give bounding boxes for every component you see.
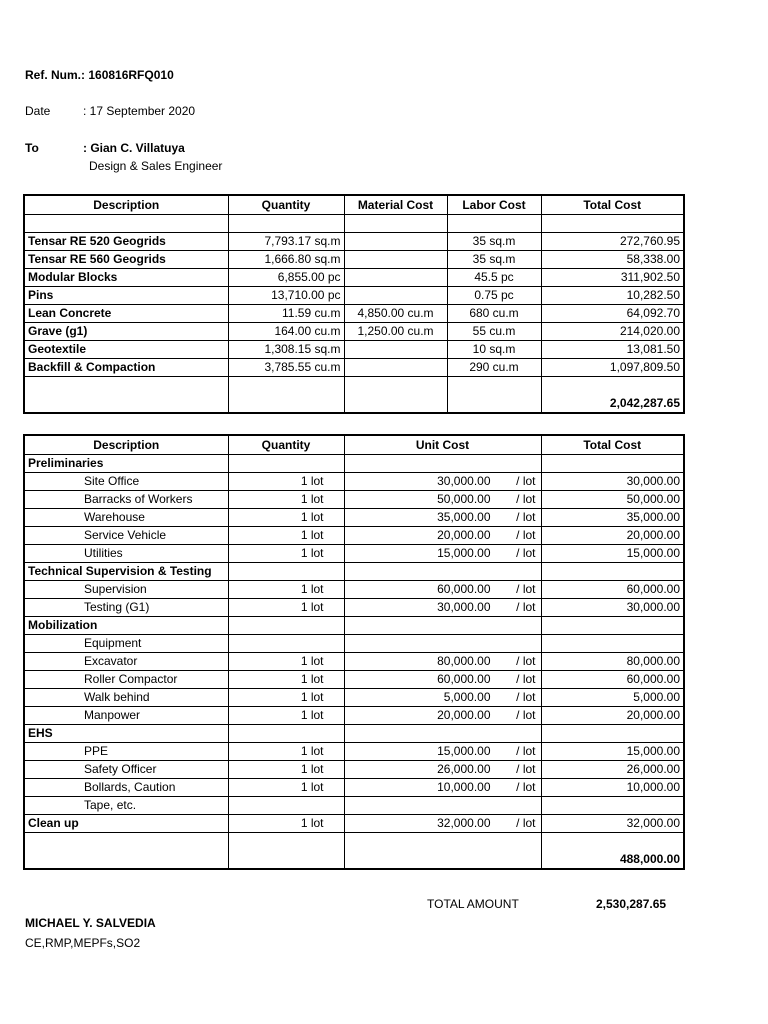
item-unit-cost: 20,000.00 (437, 528, 491, 542)
item-unit: / lot (516, 546, 536, 560)
item-quantity: 1 lot (228, 707, 344, 725)
item-unit: / lot (516, 528, 536, 542)
line-item-row (24, 653, 684, 671)
item-total-cost (541, 635, 684, 653)
materials-table (23, 194, 685, 414)
date-value: : 17 September 2020 (83, 104, 196, 118)
item-unit-cost-cell (344, 491, 541, 509)
item-unit: / lot (516, 744, 536, 758)
item-quantity: 7,793.17 sq.m (228, 233, 344, 251)
item-description: Tensar RE 520 Geogrids (24, 233, 228, 251)
line-item-row (24, 707, 684, 725)
item-description: Geotextile (24, 341, 228, 359)
item-quantity: 1 lot (228, 581, 344, 599)
item-description: Barracks of Workers (24, 491, 228, 509)
item-unit-cost: 26,000.00 (437, 762, 491, 776)
item-unit-cost-cell (344, 473, 541, 491)
item-unit: / lot (516, 654, 536, 668)
item-quantity: 1,308.15 sq.m (228, 341, 344, 359)
item-unit-cost: 60,000.00 (437, 582, 491, 596)
item-total-cost: 60,000.00 (541, 581, 684, 599)
materials-row (24, 233, 684, 251)
line-item-row (24, 743, 684, 761)
line-item-row (24, 635, 684, 653)
item-unit-cost-cell (344, 527, 541, 545)
header-material-cost: Material Cost (344, 195, 447, 215)
item-quantity: 164.00 cu.m (228, 323, 344, 341)
item-material-cost (344, 341, 447, 359)
total-amount-label: TOTAL AMOUNT (427, 897, 519, 911)
item-unit: / lot (516, 708, 536, 722)
item-total-cost: 15,000.00 (541, 743, 684, 761)
item-quantity: 1,666.80 sq.m (228, 251, 344, 269)
line-item-row (24, 797, 684, 815)
item-unit-cost: 15,000.00 (437, 744, 491, 758)
item-unit-cost: 5,000.00 (443, 690, 491, 704)
materials-row (24, 341, 684, 359)
to-position: Design & Sales Engineer (89, 159, 223, 173)
item-unit-cost-cell (344, 707, 541, 725)
total-amount-value: 2,530,287.65 (596, 897, 667, 911)
category-row (24, 815, 684, 833)
item-unit-cost-cell (344, 455, 541, 473)
line-item-row (24, 689, 684, 707)
item-unit-cost-cell (344, 581, 541, 599)
item-quantity: 1 lot (228, 653, 344, 671)
line-item-row (24, 761, 684, 779)
item-quantity: 1 lot (228, 671, 344, 689)
item-unit: / lot (516, 492, 536, 506)
item-quantity: 1 lot (228, 527, 344, 545)
category-label: Technical Supervision & Testing (24, 563, 228, 581)
item-unit-cost: 60,000.00 (437, 672, 491, 686)
item-description: Safety Officer (24, 761, 228, 779)
materials-subtotal: 2,042,287.65 (541, 377, 684, 414)
item-labor-cost: 290 cu.m (447, 359, 541, 377)
item-unit-cost: 32,000.00 (437, 816, 491, 830)
item-total-cost: 58,338.00 (541, 251, 684, 269)
materials-row (24, 305, 684, 323)
item-description: Service Vehicle (24, 527, 228, 545)
item-unit: / lot (516, 762, 536, 776)
line-item-row (24, 473, 684, 491)
item-unit-cost: 30,000.00 (437, 474, 491, 488)
category-row (24, 455, 684, 473)
item-labor-cost: 35 sq.m (447, 251, 541, 269)
item-description: Supervision (24, 581, 228, 599)
item-unit-cost-cell (344, 617, 541, 635)
ref-value: 160816RFQ010 (88, 68, 174, 82)
item-description: Tape, etc. (24, 797, 228, 815)
item-quantity (228, 635, 344, 653)
item-unit-cost-cell (344, 599, 541, 617)
item-description: Warehouse (24, 509, 228, 527)
category-label: Clean up (24, 815, 228, 833)
item-quantity: 11.59 cu.m (228, 305, 344, 323)
item-labor-cost: 45.5 pc (447, 269, 541, 287)
item-material-cost: 4,850.00 cu.m (344, 305, 447, 323)
to-line (25, 141, 223, 173)
item-total-cost (541, 563, 684, 581)
item-description: Roller Compactor (24, 671, 228, 689)
item-total-cost: 64,092.70 (541, 305, 684, 323)
item-unit-cost-cell (344, 725, 541, 743)
item-material-cost (344, 269, 447, 287)
item-unit-cost-cell (344, 779, 541, 797)
item-quantity (228, 455, 344, 473)
item-labor-cost: 680 cu.m (447, 305, 541, 323)
header-quantity: Quantity (228, 435, 344, 455)
materials-row (24, 269, 684, 287)
line-item-row (24, 581, 684, 599)
general-subtotal-row (24, 833, 684, 870)
item-total-cost: 214,020.00 (541, 323, 684, 341)
item-unit-cost: 50,000.00 (437, 492, 491, 506)
item-description: Lean Concrete (24, 305, 228, 323)
item-unit-cost-cell (344, 761, 541, 779)
item-description: Bollards, Caution (24, 779, 228, 797)
item-total-cost: 80,000.00 (541, 653, 684, 671)
item-material-cost (344, 233, 447, 251)
date-line (25, 104, 195, 118)
category-label: EHS (24, 725, 228, 743)
item-unit: / lot (516, 690, 536, 704)
item-quantity: 6,855.00 pc (228, 269, 344, 287)
materials-row (24, 323, 684, 341)
item-total-cost: 311,902.50 (541, 269, 684, 287)
item-quantity: 1 lot (228, 815, 344, 833)
item-quantity: 1 lot (228, 779, 344, 797)
item-total-cost: 26,000.00 (541, 761, 684, 779)
item-total-cost: 10,282.50 (541, 287, 684, 305)
category-row (24, 617, 684, 635)
signatory-name: MICHAEL Y. SALVEDIA (25, 916, 156, 930)
ref-label: Ref. Num.: (25, 68, 85, 82)
item-unit-cost: 15,000.00 (437, 546, 491, 560)
item-unit-cost: 80,000.00 (437, 654, 491, 668)
item-quantity: 13,710.00 pc (228, 287, 344, 305)
item-total-cost: 13,081.50 (541, 341, 684, 359)
item-description: Grave (g1) (24, 323, 228, 341)
item-description: Site Office (24, 473, 228, 491)
item-unit-cost-cell (344, 563, 541, 581)
item-material-cost (344, 251, 447, 269)
item-unit-cost-cell (344, 545, 541, 563)
item-labor-cost: 35 sq.m (447, 233, 541, 251)
item-description: Excavator (24, 653, 228, 671)
item-total-cost: 30,000.00 (541, 473, 684, 491)
to-label: To (25, 141, 39, 155)
item-unit: / lot (516, 582, 536, 596)
item-unit: / lot (516, 780, 536, 794)
item-unit: / lot (516, 510, 536, 524)
header-labor-cost: Labor Cost (447, 195, 541, 215)
item-description: Tensar RE 560 Geogrids (24, 251, 228, 269)
signatory-credentials: CE,RMP,MEPFs,SO2 (25, 936, 141, 950)
item-description: Utilities (24, 545, 228, 563)
item-quantity: 1 lot (228, 509, 344, 527)
item-unit: / lot (516, 816, 536, 830)
general-header-row (24, 435, 684, 455)
item-quantity: 1 lot (228, 473, 344, 491)
header-description: Description (24, 435, 228, 455)
item-total-cost: 35,000.00 (541, 509, 684, 527)
item-description: Modular Blocks (24, 269, 228, 287)
item-material-cost (344, 359, 447, 377)
item-quantity (228, 725, 344, 743)
item-description: Backfill & Compaction (24, 359, 228, 377)
item-description: Pins (24, 287, 228, 305)
item-labor-cost: 10 sq.m (447, 341, 541, 359)
header-total-cost: Total Cost (541, 195, 684, 215)
materials-row (24, 287, 684, 305)
item-total-cost (541, 797, 684, 815)
item-unit-cost-cell (344, 815, 541, 833)
line-item-row (24, 599, 684, 617)
line-item-row (24, 671, 684, 689)
item-total-cost: 20,000.00 (541, 707, 684, 725)
item-total-cost: 50,000.00 (541, 491, 684, 509)
item-unit-cost-cell (344, 653, 541, 671)
item-unit-cost-cell (344, 671, 541, 689)
item-quantity: 1 lot (228, 743, 344, 761)
item-description: Manpower (24, 707, 228, 725)
item-unit-cost: 35,000.00 (437, 510, 491, 524)
header-quantity: Quantity (228, 195, 344, 215)
category-label: Mobilization (24, 617, 228, 635)
item-total-cost: 5,000.00 (541, 689, 684, 707)
item-total-cost: 1,097,809.50 (541, 359, 684, 377)
item-quantity: 1 lot (228, 545, 344, 563)
item-quantity: 1 lot (228, 491, 344, 509)
category-label: Preliminaries (24, 455, 228, 473)
item-material-cost (344, 287, 447, 305)
item-quantity: 1 lot (228, 689, 344, 707)
item-material-cost: 1,250.00 cu.m (344, 323, 447, 341)
item-total-cost (541, 725, 684, 743)
line-item-row (24, 491, 684, 509)
item-description: Equipment (24, 635, 228, 653)
item-labor-cost: 55 cu.m (447, 323, 541, 341)
item-total-cost: 272,760.95 (541, 233, 684, 251)
general-requirements-table (23, 434, 685, 870)
item-quantity (228, 797, 344, 815)
item-labor-cost: 0.75 pc (447, 287, 541, 305)
item-description: PPE (24, 743, 228, 761)
to-value: : Gian C. Villatuya (83, 141, 185, 155)
item-quantity: 1 lot (228, 761, 344, 779)
item-total-cost: 20,000.00 (541, 527, 684, 545)
item-quantity: 1 lot (228, 599, 344, 617)
item-total-cost (541, 617, 684, 635)
item-unit-cost-cell (344, 797, 541, 815)
header-unit-cost: Unit Cost (344, 435, 541, 455)
item-unit-cost: 30,000.00 (437, 600, 491, 614)
item-unit: / lot (516, 672, 536, 686)
item-unit-cost-cell (344, 635, 541, 653)
item-quantity (228, 563, 344, 581)
item-quantity: 3,785.55 cu.m (228, 359, 344, 377)
item-total-cost (541, 455, 684, 473)
item-unit-cost: 10,000.00 (437, 780, 491, 794)
item-unit-cost-cell (344, 509, 541, 527)
materials-header-row (24, 195, 684, 215)
line-item-row (24, 509, 684, 527)
blank-row (24, 215, 684, 233)
item-unit: / lot (516, 600, 536, 614)
date-label: Date (25, 104, 51, 118)
materials-row (24, 251, 684, 269)
header-description: Description (24, 195, 228, 215)
item-description: Walk behind (24, 689, 228, 707)
item-total-cost: 15,000.00 (541, 545, 684, 563)
item-total-cost: 10,000.00 (541, 779, 684, 797)
item-description: Testing (G1) (24, 599, 228, 617)
header-total-cost: Total Cost (541, 435, 684, 455)
item-unit-cost-cell (344, 689, 541, 707)
materials-subtotal-row (24, 377, 684, 414)
category-row (24, 563, 684, 581)
line-item-row (24, 527, 684, 545)
item-total-cost: 30,000.00 (541, 599, 684, 617)
item-total-cost: 60,000.00 (541, 671, 684, 689)
category-row (24, 725, 684, 743)
ref-number (25, 68, 174, 82)
item-unit-cost-cell (344, 743, 541, 761)
general-subtotal: 488,000.00 (541, 833, 684, 870)
item-quantity (228, 617, 344, 635)
line-item-row (24, 545, 684, 563)
item-total-cost: 32,000.00 (541, 815, 684, 833)
item-unit: / lot (516, 474, 536, 488)
materials-row (24, 359, 684, 377)
item-unit-cost: 20,000.00 (437, 708, 491, 722)
line-item-row (24, 779, 684, 797)
